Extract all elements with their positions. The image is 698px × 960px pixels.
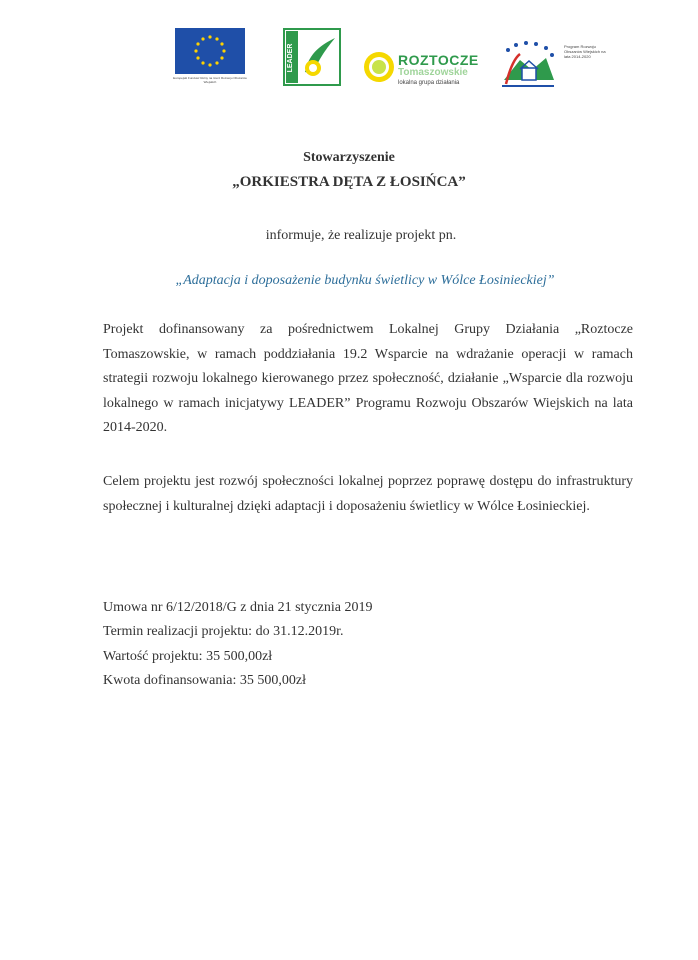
prow-text: Program Rozwoju Obszarów Wiejskich na lata 2014-2020 [564, 44, 606, 59]
deadline-line: Termin realizacji projektu: do 31.12.2019r. [103, 624, 344, 640]
roztocze-title: ROZTOCZE [398, 52, 479, 68]
project-details [103, 596, 372, 693]
roztocze-sun-icon [362, 50, 396, 84]
organization-label: Stowarzyszenie [303, 150, 395, 165]
eu-flag-icon [175, 28, 245, 74]
contract-line: Umowa nr 6/12/2018/G z dnia 21 stycznia 2019 [103, 600, 373, 615]
informs-line: informuje, że realizuje projekt pn. [265, 228, 457, 243]
eu-caption: Europejski Fundusz Rolny na rzecz Rozwoju Obszarów Wiejskich [173, 76, 247, 84]
project-title: „Adaptacja i doposażenie budynku świetlicy w Wólce Łosinieckiej” [175, 273, 555, 288]
logo-strip [170, 24, 610, 94]
goal-paragraph: Celem projektu jest rozwój społeczności lokalnej poprzez poprawę dostępu do infrastruktury społecznej i kulturalnej dzięki adaptacji i doposażeniu świetlicy w Wólce Łosinieckiej. [103, 474, 633, 514]
value-line: Wartość projektu: 35 500,00zł [103, 648, 273, 664]
roztocze-small-text: lokalna grupa działania [398, 80, 460, 86]
roztocze-logo [362, 48, 492, 92]
roztocze-subtitle: Tomaszowskie [398, 67, 468, 78]
prow-logo-icon [496, 40, 610, 94]
leader-text: LEADER [287, 43, 294, 73]
funding-line: Kwota dofinansowania: 35 500,00zł [103, 672, 306, 688]
leader-logo-icon [283, 28, 341, 86]
funding-paragraph: Projekt dofinansowany za pośrednictwem Lokalnej Grupy Działania „Roztocze Tomaszowskie, w ramach poddziałania 19.2 Wsparcie na wdrażanie operacji w ramach strategii rozwoju lokalnego kierowanego przez społeczność, działanie „Wsparcie dla rozwoju lokalnego w ramach inicjatywy LEADER” Programu Rozwoju Obszarów Wiejskich na lata 2014-2020. [103, 322, 633, 435]
organization-name: „ORKIESTRA DĘTA Z ŁOSIŃCA” [232, 174, 466, 190]
